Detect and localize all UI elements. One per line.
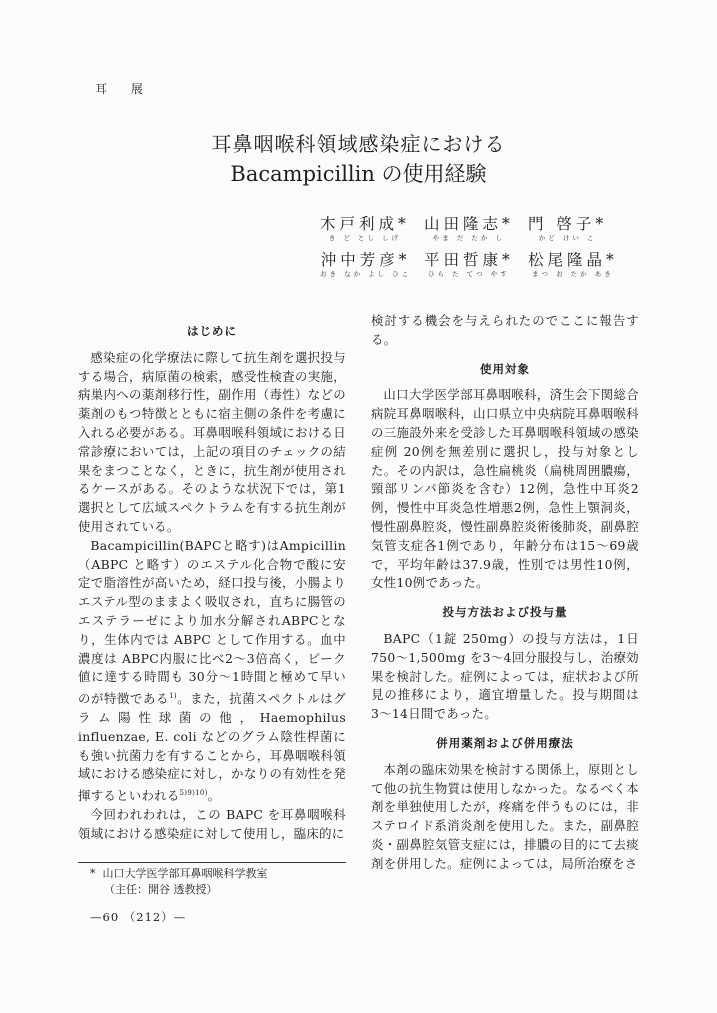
heading-subjects: 使用対象 [480, 361, 530, 376]
article-title-line-1: 耳鼻咽喉科領域感染症における [211, 132, 506, 156]
author-reading: き ど とし しげ [328, 234, 401, 242]
author-reading: おき なか よし ひこ [320, 270, 412, 278]
paragraph-text: 。 [207, 788, 221, 804]
paragraph-intro-3: 今回われわれは，この BAPC を耳鼻咽喉科領域における感染症に対して使用し，臨床的に [78, 807, 346, 841]
paragraph-text: Bacampicillin(BAPCと略す)はAmpicillin（ABPC と略す）のエステル化合物で酸に安定で脂溶性が高いため，経口投与後，小腸よりエステル型のままよく吸収され，直ちに腸管のエステラーゼにより加水分解されABPCとなり，生体内では ABPC として作用する。血中濃度は ABPC内服に比べ2〜3倍高く，ピーク値に達する時間も 30分〜1時間と極めて早いのが特徴である [78, 537, 346, 707]
author-6 [528, 248, 618, 278]
citation-ref: 1) [169, 692, 177, 701]
heading-method: 投与方法および投与量 [442, 605, 568, 620]
author-name: 門 啓子* [528, 215, 608, 233]
author-1 [320, 212, 410, 242]
footnote-divider [78, 862, 346, 863]
article-title-line-2: Bacampicillin の使用経験 [230, 162, 487, 186]
author-2 [424, 212, 514, 242]
footnote-affiliation [90, 866, 268, 882]
heading-concomitant: 併用薬剤および併用療法 [436, 735, 574, 750]
paragraph-method: BAPC（1錠 250mg）の投与方法は，1日750〜1,500mg を3〜4回分服投与し，治療効果を検討した。症例によっては，症状および所見の推移により，適宜増量した。投与期間は3〜14日間であった。 [371, 630, 639, 722]
citation-ref: 5)9)10) [179, 789, 208, 798]
author-5 [424, 248, 514, 278]
author-4 [320, 248, 411, 278]
footnote-chief: （主任：開谷 透教授） [104, 883, 218, 896]
page-number: —60 （212）— [90, 910, 187, 924]
footnote-marker: * [90, 867, 96, 880]
author-name: 松尾隆晶* [528, 251, 618, 269]
paragraph-intro-2 [78, 537, 346, 806]
left-column [78, 312, 346, 844]
author-name: 木戸利成* [320, 215, 410, 233]
section-category: 耳 展 [95, 82, 153, 96]
footnote [90, 866, 268, 898]
paragraph-intro-1: 感染症の化学療法に際して抗生剤を選択投与する場合，病原菌の検索，感受性検査の実施，病巣内への薬剤移行性，副作用（毒性）などの薬剤のもつ特徴とともに宿主側の条件を考慮に入れる必要がある。耳鼻咽喉科領域における日常診療においては，上記の項目のチェックの結果をまつことなく，ときに，抗生剤が使用されるケースがある。そのような状況下では，第1選択として広域スペクトラムを有する抗生剤が使用されている。 [78, 349, 346, 534]
author-3 [528, 212, 607, 242]
author-name: 沖中芳彦* [320, 251, 411, 269]
author-name: 平田哲康* [424, 251, 514, 269]
author-reading: やま だ たか し [432, 234, 505, 242]
heading-introduction: はじめに [187, 324, 237, 338]
author-reading: かど けい こ [538, 234, 597, 242]
footnote-text: 山口大学医学部耳鼻咽喉科学教室 [102, 867, 268, 880]
author-name: 山田隆志* [424, 215, 514, 233]
paragraph-subjects: 山口大学医学部耳鼻咽喉科，済生会下関総合病院耳鼻咽喉科，山口県立中央病院耳鼻咽喉科の三施設外来を受診した耳鼻咽喉科領域の感染症例 20例を無差別に選択し，投与対象とした。その内訳は，急性扁桃炎（扁桃周囲膿瘍，頸部リンパ節炎を含む）12例，急性中耳炎2例，慢性中耳炎急性増悪2例，急性上顎洞炎，慢性副鼻腔炎，慢性副鼻腔炎術後肺炎，副鼻腔気管支症各1例であり，年齢分布は15〜69歳で，平均年齢は37.9歳，性別では男性10例，女性10例であった。 [371, 387, 639, 591]
author-reading: まつ お たか あき [532, 270, 614, 278]
paragraph-continued: 検討する機会を与えられたのでここに報告する。 [371, 313, 639, 347]
right-column [371, 312, 639, 874]
paragraph-text: 。また，抗菌スペクトルはグラム陽性球菌の他，Haemophilus influenzae, E. coli などのグラム陰性桿菌にも強い抗菌力を有することから，耳鼻咽喉科領域における感染症に対し，かなりの有効性を発揮するといわれる [78, 691, 346, 804]
author-reading: ひら た てつ やす [428, 270, 510, 278]
paragraph-concomitant: 本剤の臨床効果を検討する関係上，原則として他の抗生物質は使用しなかった。なるべく本剤を単独使用したが，疼痛を伴うものには，非ステロイド系消炎剤を使用した。また，副鼻腔炎・副鼻腔気管支症には，排膿の目的にて去痰剤を併用した。症例によっては，局所治療をさ [371, 761, 639, 871]
